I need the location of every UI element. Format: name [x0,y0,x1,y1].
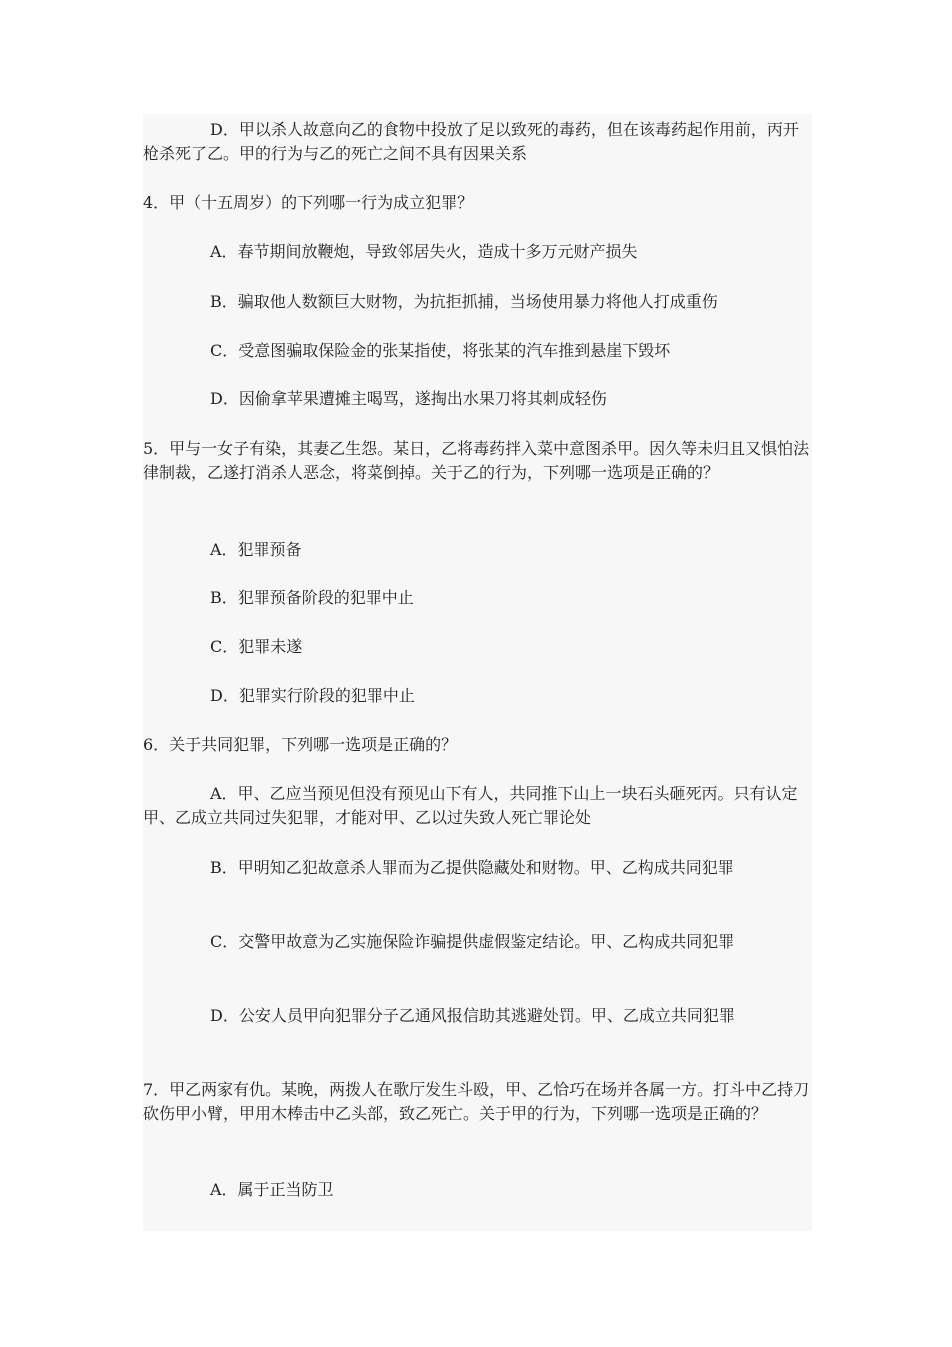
q6-option-d: D．公安人员甲向犯罪分子乙通风报信助其逃避处罚。甲、乙成立共同犯罪 [210,1006,735,1025]
q4-stem: 4．甲（十五周岁）的下列哪一行为成立犯罪？ [143,193,474,212]
q4-option-b: B．骗取他人数额巨大财物，为抗拒抓捕，当场使用暴力将他人打成重伤 [210,292,718,311]
q5-stem: 5．甲与一女子有染，其妻乙生怨。某日，乙将毒药拌入菜中意图杀甲。因久等未归且又惧怕法律制裁，乙遂打消杀人恶念，将菜倒掉。关于乙的行为，下列哪一选项是正确的？ [143,439,810,482]
q4-option-d: D．因偷拿苹果遭摊主喝骂，遂掏出水果刀将其刺成轻伤 [210,389,607,408]
q5-option-b: B．犯罪预备阶段的犯罪中止 [210,588,414,607]
q6-option-b: B．甲明知乙犯故意杀人罪而为乙提供隐藏处和财物。甲、乙构成共同犯罪 [210,858,734,877]
q4-option-c: C．受意图骗取保险金的张某指使，将张某的汽车推到悬崖下毁坏 [210,341,671,360]
q3-option-d: D．甲以杀人故意向乙的食物中投放了足以致死的毒药，但在该毒药起作用前，丙开枪杀死了乙。甲的行为与乙的死亡之间不具有因果关系 [143,120,799,163]
q4-option-a: A．春节期间放鞭炮，导致邻居失火，造成十多万元财产损失 [210,242,638,261]
q6-option-c: C．交警甲故意为乙实施保险诈骗提供虚假鉴定结论。甲、乙构成共同犯罪 [210,932,735,951]
q7-stem: 7．甲乙两家有仇。某晚，两拨人在歌厅发生斗殴，甲、乙恰巧在场并各属一方。打斗中乙持刀砍伤甲小臂，甲用木棒击中乙头部，致乙死亡。关于甲的行为，下列哪一选项是正确的？ [143,1080,810,1123]
q5-option-a: A．犯罪预备 [210,540,302,559]
document-page [143,114,812,1231]
q6-stem: 6．关于共同犯罪，下列哪一选项是正确的？ [143,735,458,754]
q7-option-a: A．属于正当防卫 [210,1180,334,1199]
q6-option-a: A．甲、乙应当预见但没有预见山下有人，共同推下山上一块石头砸死丙。只有认定甲、乙成立共同过失犯罪，才能对甲、乙以过失致人死亡罪论处 [143,784,798,827]
q5-option-c: C．犯罪未遂 [210,637,303,656]
q5-option-d: D．犯罪实行阶段的犯罪中止 [210,686,415,705]
